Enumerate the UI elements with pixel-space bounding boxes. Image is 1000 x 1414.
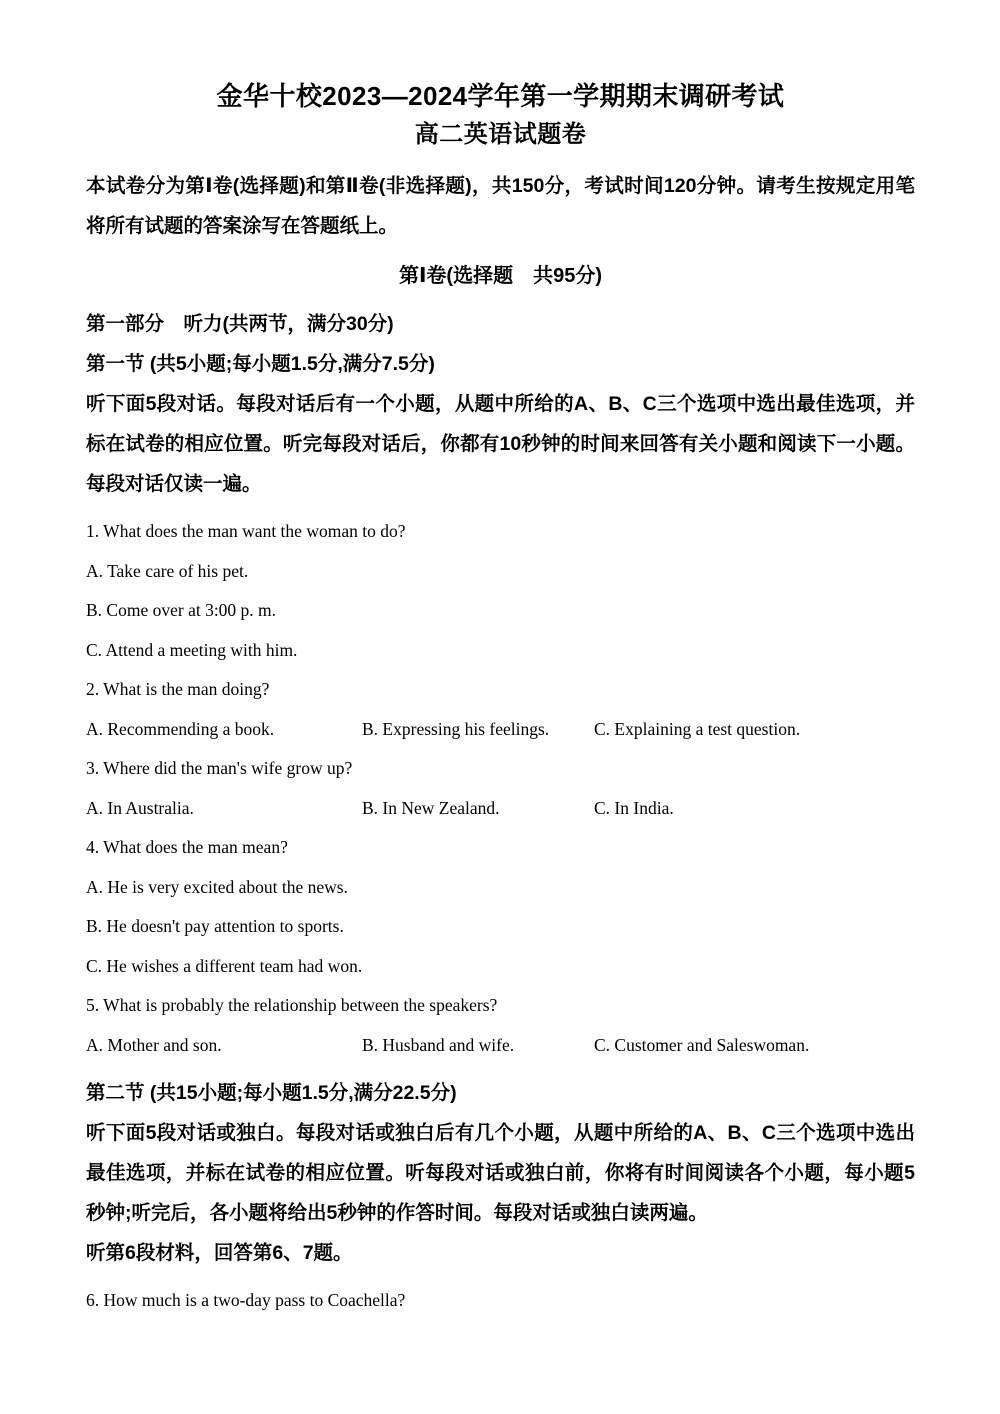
- document-body: [86, 0, 915, 1321]
- question-option[interactable]: A. In Australia.: [86, 797, 194, 818]
- question-stem: 4. What does the man mean?: [86, 837, 288, 857]
- question-stem: 3. Where did the man's wife grow up?: [86, 758, 353, 778]
- page-title: 金华十校2023—2024学年第一学期期末调研考试: [216, 81, 785, 111]
- question-option[interactable]: A. Take care of his pet.: [86, 560, 249, 581]
- question-option[interactable]: C. He wishes a different team had won.: [86, 955, 363, 976]
- question-option-row: [86, 1026, 915, 1066]
- question-stem: 2. What is the man doing?: [86, 679, 270, 699]
- question-option[interactable]: B. Husband and wife.: [362, 1034, 515, 1055]
- spacer: [86, 504, 915, 512]
- part-one-heading: 第一部分 听力(共两节，满分30分): [86, 313, 394, 335]
- question-option[interactable]: B. He doesn't pay attention to sports.: [86, 916, 344, 936]
- question-option-row: [86, 789, 915, 829]
- question-option[interactable]: C. Customer and Saleswoman.: [594, 1034, 810, 1055]
- question-option[interactable]: C. Attend a meeting with him.: [86, 639, 298, 660]
- section-two-heading: 第二节 (共15小题;每小题1.5分,满分22.5分): [86, 1082, 457, 1104]
- question-option[interactable]: A. Mother and son.: [86, 1034, 222, 1055]
- question-option-row: [86, 710, 915, 750]
- question-option[interactable]: A. He is very excited about the news.: [86, 876, 348, 897]
- document-header: [86, 0, 915, 152]
- question-option[interactable]: C. In India.: [594, 797, 674, 818]
- question-stem: 6. How much is a two-day pass to Coachella?: [86, 1290, 406, 1310]
- section-one-heading: 第一节 (共5小题;每小题1.5分,满分7.5分): [86, 353, 435, 375]
- listening-material-heading: 听第6段材料，回答第6、7题。: [86, 1242, 353, 1264]
- paper-part-heading: 第Ⅰ卷(选择题 共95分): [398, 265, 602, 287]
- spacer: [86, 1273, 915, 1281]
- question-option[interactable]: A. Recommending a book.: [86, 718, 275, 739]
- question-stem: 5. What is probably the relationship between the speakers?: [86, 995, 498, 1015]
- question-option[interactable]: C. Explaining a test question.: [594, 718, 801, 739]
- general-instruction-paragraph: 本试卷分为第Ⅰ卷(选择题)和第Ⅱ卷(非选择题)，共150分，考试时间120分钟。请考生按规定用笔将所有试题的答案涂写在答题纸上。: [86, 175, 915, 237]
- question-option[interactable]: B. Expressing his feelings.: [362, 718, 550, 739]
- section-one-instruction: 听下面5段对话。每段对话后有一个小题，从题中所给的A、B、C三个选项中选出最佳选项，并标在试卷的相应位置。听完每段对话后，你都有10秒钟的时间来回答有关小题和阅读下一小题。 每段对话仅读一遍。: [86, 393, 915, 495]
- page-subtitle: 高二英语试题卷: [414, 121, 587, 148]
- section-two-instruction: 听下面5段对话或独白。每段对话或独白后有几个小题，从题中所给的A、B、C三个选项中选出最佳选项，并标在试卷的相应位置。听每段对话或独白前，你将有时间阅读各个小题，每小题5秒钟;听完后，各小题将给出5秒钟的作答时间。每段对话或独白读两遍。: [86, 1122, 915, 1224]
- question-stem: 1. What does the man want the woman to do?: [86, 521, 406, 541]
- question-option[interactable]: B. In New Zealand.: [362, 797, 500, 818]
- question-option[interactable]: B. Come over at 3:00 p. m.: [86, 600, 277, 620]
